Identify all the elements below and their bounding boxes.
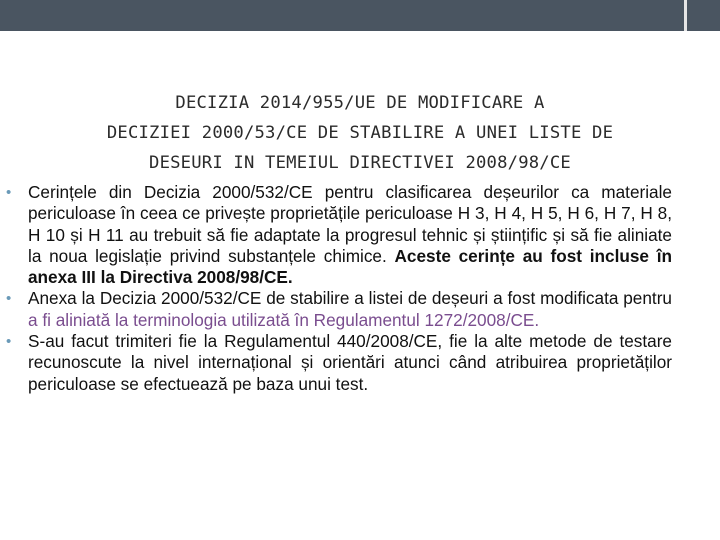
bullet-item-3 <box>6 331 672 395</box>
bullet-icon: • <box>6 333 12 351</box>
header-bar-main <box>0 0 684 31</box>
header-bar-end <box>687 0 720 31</box>
bullet-2-text: Anexa la Decizia 2000/532/CE de stabilire a listei de deșeuri a fost modificata pentru <box>28 288 672 309</box>
bullet-item-2 <box>6 288 672 331</box>
bullet-icon: • <box>6 290 12 308</box>
bullet-2-highlight-text: a fi aliniată la terminologia utilizată în Regulamentul 1272/2008/CE. <box>28 309 540 330</box>
header-bar <box>0 0 720 31</box>
bullet-icon: • <box>6 184 12 201</box>
bullet-1-text: Cerințele din Decizia 2000/532/CE pentru clasificarea deșeurilor ca materiale periculoase în ceea ce privește proprietățile periculoase H 3, H 4, H 5, H 6, H 7, H 8, H 10 și H 11 au trebuit să fie adaptate la progresul tehnic și științific și să fie aliniate la noua legislație privind substanțele chimice. <box>28 182 672 266</box>
slide-title <box>50 88 670 178</box>
bullet-list <box>6 182 672 395</box>
title-line-1: DECIZIA 2014/955/UE DE MODIFICARE A <box>175 93 545 113</box>
bullet-3-text: S-au facut trimiteri fie la Regulamentul 440/2008/CE, fie la alte metode de testare recunoscute la nivel internațional și orientări atunci când atribuirea proprietăților periculoase se efectuează pe baza unui test. <box>28 331 672 394</box>
bullet-item-1 <box>6 182 672 288</box>
title-line-3: DESEURI IN TEMEIUL DIRECTIVEI 2008/98/CE <box>149 153 571 173</box>
title-line-2: DECIZIEI 2000/53/CE DE STABILIRE A UNEI LISTE DE <box>106 123 614 143</box>
bullet-1-bold-text: Aceste cerințe au fost incluse în anexa III la Directiva 2008/98/CE. <box>28 245 673 288</box>
